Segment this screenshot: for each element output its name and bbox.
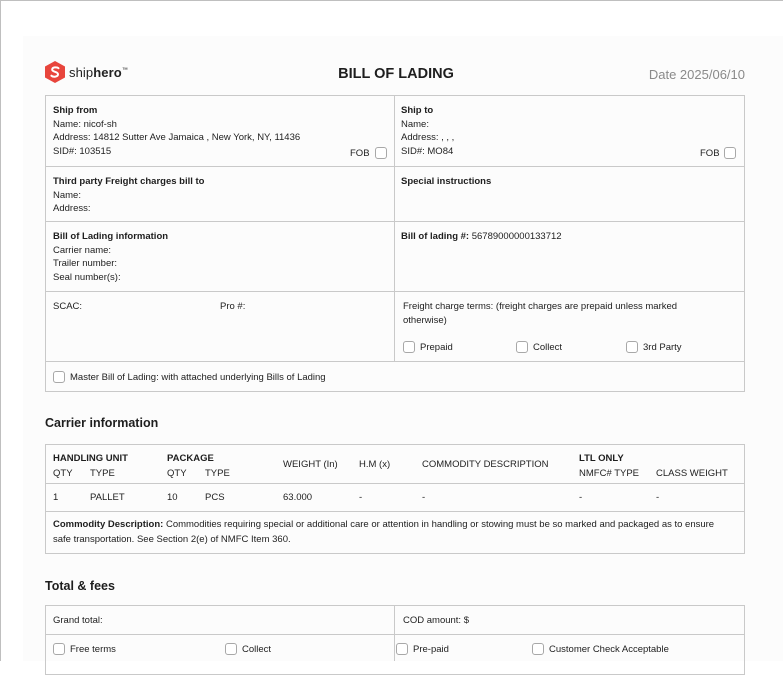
row-weight: 63.000 (283, 492, 313, 503)
logo-wordmark: shiphero™ (69, 64, 128, 80)
table-header-divider (45, 483, 745, 484)
shiphero-logo-icon (44, 60, 66, 84)
row-nmfc: - (579, 492, 583, 503)
bol-number-label: Bill of lading #: (401, 231, 470, 242)
totals-row-divider (45, 634, 745, 635)
row-divider (45, 361, 745, 362)
row-commodity: - (422, 492, 426, 503)
ship-from-fob-label: FOB (350, 148, 370, 159)
commodity-note (53, 518, 733, 547)
collect-label: Collect (533, 342, 563, 353)
hu-qty-header: QTY (53, 468, 73, 479)
customer-check-label: Customer Check Acceptable (549, 644, 669, 655)
pre-paid-label: Pre-paid (413, 644, 449, 655)
nmfc-header: NMFC# TYPE (579, 468, 640, 479)
scac-label: SCAC: (53, 301, 83, 312)
ship-to-heading: Ship to (401, 105, 434, 116)
class-weight-header: CLASS WEIGHT (656, 468, 728, 479)
third-party-label: 3rd Party (643, 342, 682, 353)
third-party-heading: Third party Freight charges bill to (53, 176, 205, 187)
totals-collect-checkbox[interactable] (225, 643, 237, 655)
document-title: BILL OF LADING (338, 66, 454, 82)
special-instructions-heading: Special instructions (401, 176, 492, 187)
row-pkg-qty: 10 (167, 492, 178, 503)
third-party-address: Address: (53, 203, 91, 214)
totals-title: Total & fees (45, 579, 115, 593)
freight-terms-text: Freight charge terms: (freight charges are prepaid unless marked otherwise) (403, 301, 678, 326)
ship-to-sid: SID#: MO84 (401, 145, 454, 157)
customer-check-checkbox[interactable] (532, 643, 544, 655)
row-divider (45, 166, 745, 167)
bol-number (401, 230, 562, 244)
ship-from-name: Name: nicof-sh (53, 118, 117, 130)
ship-to-name: Name: (401, 118, 429, 130)
totals-column-divider (394, 605, 395, 661)
grand-total-label: Grand total: (53, 615, 103, 626)
cod-amount-label: COD amount: $ (403, 615, 469, 626)
prepaid-checkbox[interactable] (403, 341, 415, 353)
column-divider (394, 95, 395, 361)
row-hu-type: PALLET (90, 492, 125, 503)
row-hm: - (359, 492, 363, 503)
master-bol-checkbox[interactable] (53, 371, 65, 383)
row-pkg-type: PCS (205, 492, 225, 503)
commodity-note-label: Commodity Description: (53, 519, 164, 530)
hu-type-header: TYPE (90, 468, 115, 479)
commodity-note-text: Commodities requiring special or additional care or attention in handling or stowing must be so marked and packaged as to ensure safe transportation. See Section 2(e) of NMFC Item 360. (53, 519, 715, 545)
ltl-only-header: LTL ONLY (579, 453, 624, 464)
third-party-checkbox[interactable] (626, 341, 638, 353)
totals-box (45, 605, 745, 675)
free-terms-label: Free terms (70, 644, 116, 655)
bol-number-value: 56789000000133712 (471, 231, 562, 242)
shiphero-logo (44, 59, 128, 85)
trailer-number-label: Trailer number: (53, 258, 118, 269)
prepaid-label: Prepaid (420, 342, 453, 353)
ship-to-address: Address: , , , (401, 132, 455, 143)
bol-info-heading: Bill of Lading information (53, 231, 169, 242)
ship-from-fob-checkbox[interactable] (375, 147, 387, 159)
window-left-border (0, 0, 1, 661)
weight-header: WEIGHT (In) (283, 459, 338, 470)
third-party-name: Name: (53, 189, 81, 201)
hm-header: H.M (x) (359, 459, 391, 470)
totals-collect-label: Collect (242, 644, 272, 655)
package-header: PACKAGE (167, 453, 214, 464)
collect-checkbox[interactable] (516, 341, 528, 353)
carrier-name-label: Carrier name: (53, 244, 112, 256)
window-top-border (0, 0, 783, 1)
row-divider (45, 291, 745, 292)
ship-to-fob-checkbox[interactable] (724, 147, 736, 159)
pkg-type-header: TYPE (205, 468, 230, 479)
commodity-header: COMMODITY DESCRIPTION (422, 459, 549, 470)
ship-to-fob-label: FOB (700, 148, 720, 159)
ship-from-address: Address: 14812 Sutter Ave Jamaica , New York, NY, 11436 (53, 132, 301, 143)
pre-paid-checkbox[interactable] (396, 643, 408, 655)
ship-from-heading: Ship from (53, 105, 98, 116)
document-date: Date 2025/06/10 (648, 67, 745, 82)
seal-number-label: Seal number(s): (53, 271, 121, 283)
free-terms-checkbox[interactable] (53, 643, 65, 655)
row-class-weight: - (656, 492, 660, 503)
row-divider (45, 221, 745, 222)
pkg-qty-header: QTY (167, 468, 187, 479)
master-bol-label: Master Bill of Lading: with attached underlying Bills of Lading (70, 372, 326, 383)
pro-number-label: Pro #: (220, 301, 246, 312)
row-hu-qty: 1 (53, 492, 59, 503)
handling-unit-header: HANDLING UNIT (53, 453, 128, 464)
carrier-info-title: Carrier information (45, 416, 159, 430)
ship-from-sid: SID#: 103515 (53, 145, 112, 157)
table-row-divider (45, 511, 745, 512)
